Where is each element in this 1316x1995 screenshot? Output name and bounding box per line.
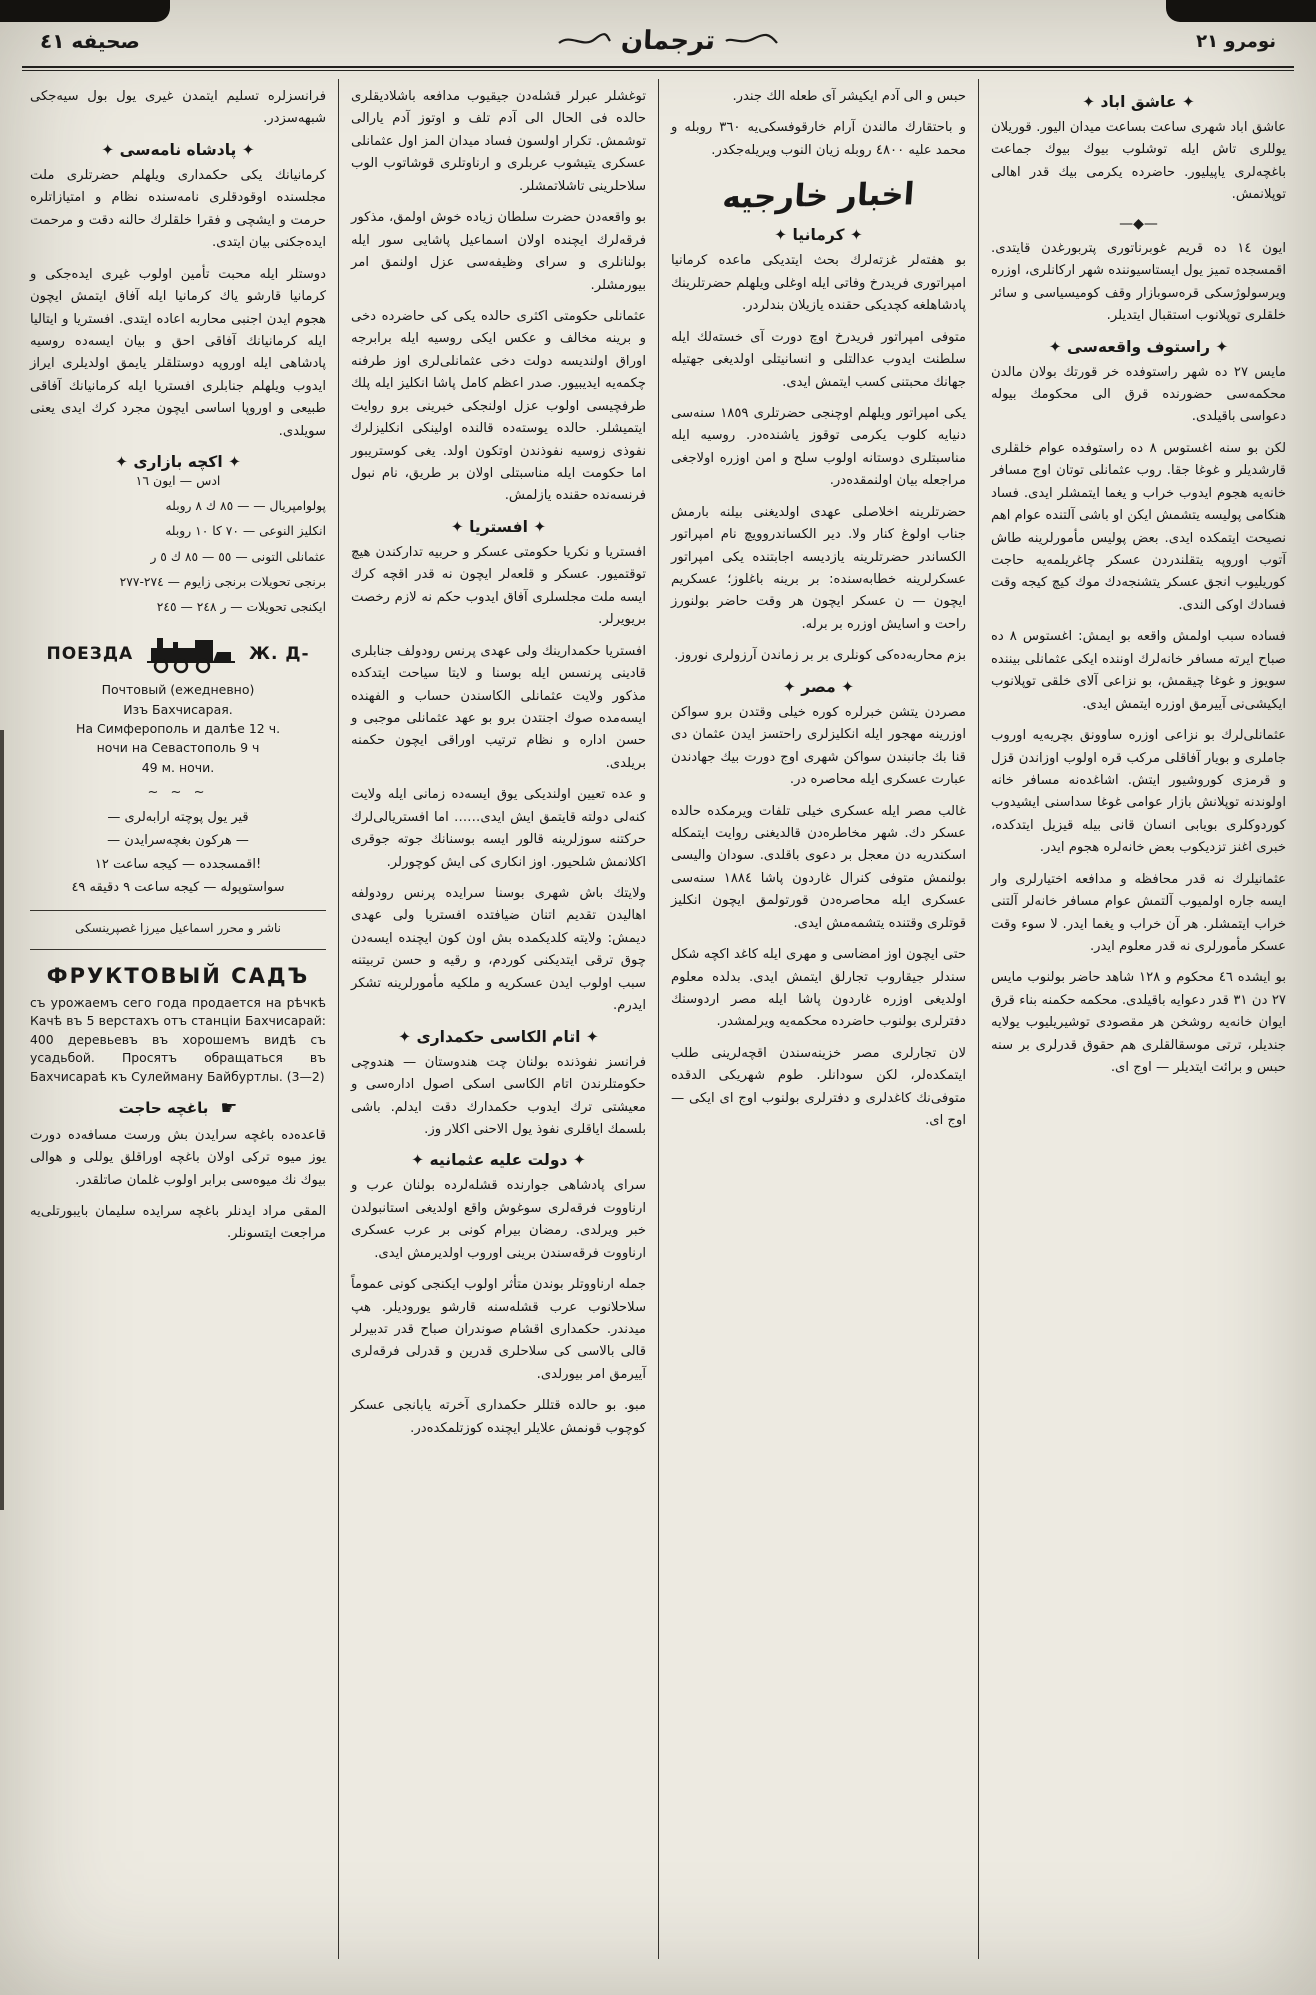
section-heading-germany: ✦ كرمانيا ✦ <box>774 226 863 245</box>
paragraph: المقى مراد ايدنلر باغچه سرايده سليمان بايبورتلى‌يه مراجعت ايتسونلر. <box>30 1203 326 1242</box>
issue-number: نومرو ٢١ <box>1196 30 1276 52</box>
price-row: عثمانلى التونى — ٥٥ — ٨٥ ك ٥ ر <box>150 549 326 564</box>
scan-artifact-left-edge <box>0 730 4 1510</box>
section-heading-money-market: ✦ اكچه بازارى ✦ <box>114 453 242 472</box>
paragraph: متوفى امپراتور فريدرخ اوچ دورت آى خسته‌لك ايله سلطنت ايدوب عدالتلى و انسانيتلى اولديغى جهتيله جهانك محبتنى كسب ايتمش ايدى. <box>671 329 966 390</box>
scan-artifact-top-right <box>1166 0 1316 22</box>
section-heading-egypt: ✦ مصر ✦ <box>782 677 855 696</box>
rail-schedule-ottoman <box>30 806 326 900</box>
money-market-subtitle: ادس — ايون ١٦ <box>135 473 221 489</box>
masthead-title: ترجمان <box>620 26 716 56</box>
paragraph: ايون ١٤ ده قريم غوبرناتورى پتربورغدن قايتدى. اقمسجده تميز يول ايستاسيوننده شهر اركانلرى، اوزره ويرسولوژسكى قره‌سوبازار وقف كوميسياسى و سائر خلقلرى توپلانوب استقبال ايتديلر. <box>991 240 1286 324</box>
price-row: برنجى تحويلات برنجى زايوم — ٢٧٤-٢٧٧ <box>119 574 326 589</box>
column-4 <box>18 79 338 1959</box>
rail-line: !اقمسجدده — كيجه ساعت ١٢ <box>94 856 262 872</box>
paragraph: مايس ٢٧ ده شهر راستوفده خر قورتك بولان مالدن محكمه‌سى حضورنده قرق الى محكومك بيوله دعواسى باقيلدى. <box>991 364 1286 425</box>
section-heading-annam: ✦ اتام الكاسى حكمدارى ✦ <box>398 1027 599 1046</box>
section-divider: —◆— <box>1119 215 1158 232</box>
paragraph: فرانسزلره تسليم ايتمدن غيرى يول بول سيه‌جكى شبهه‌سزدر. <box>30 89 326 127</box>
section-heading-foreign-news: اخبار خارجيه <box>721 176 916 216</box>
rail-schedule-header <box>30 634 326 674</box>
paragraph: يكى امپراتور ويلهلم اوچنجى حضرتلرى ١٨٥٩ سنه‌سى دنيايه كلوب يكرمى توقوز ياشنده‌در. روسيه ايله مناسبتلرى دوستانه اولوب سلح و امن اوزره اولاجغى مراجعله بيان اولنمقده‌در. <box>671 405 966 489</box>
pointing-hand-icon: ☛ <box>220 1096 238 1119</box>
rail-title-right: Ж. Д- <box>249 644 310 665</box>
rail-line: سواستوپوله — كيجه ساعت ٩ دقيقه ٤٩ <box>71 880 285 896</box>
publisher-line: ناشر و محرر اسماعيل ميرزا غصپرينسكى <box>30 910 326 935</box>
paragraph: و باحتقارك مالندن آرام خارقوفسكى‌يه ٣٦٠ روبله و محمد عليه ٤٨٠٠ روبله زيان النوب ويريله‌جكدر. <box>671 120 966 158</box>
classified-heading-label: باغچه حاجت <box>118 1098 209 1117</box>
paragraph: بو واقعه‌دن حضرت سلطان زياده خوش اولمق، مذكور فرقه‌لرك ايچنده اولان اسماعيل پاشايى سور ايله بولنانلرى و سراى وظيفه‌سى عزل اولنمق امر بيورمشلر. <box>351 210 646 293</box>
column-1 <box>978 79 1298 1959</box>
paragraph: توغشلر عبرلر قشله‌دن جيقيوب مدافعه باشلاديقلرى حالده فى الحال الى آدم تلف و اوتوز آدم يارالى توشمش. تكرار اولسون فساد ميدان المز اول عثمانلى عسكرى يتيشوب عربلرى و ارناوتلرى قوشاتوب الوب سلاحلرينى تاشلاتمشلر. <box>351 89 646 194</box>
paragraph: حبس و الى آدم ايكيشر آى طعله الك جندر. <box>732 89 966 104</box>
paragraph: حضرتلرينه اخلاصلى عهدى اولديغنى بيلنه بارمش جناب اولوغ كنار ولا. دير الكساندروويچ نام امپراتور الكساندر حضرتلرينه يازديسه اجابتنده يكى امپراتور عسكرلرينه خطابه‌سنده: بر برينه باغلوز؛ عسكريم ايچون — ن عسكر ايچون هر وقت حاضر بولنورز راحت و اسايش اوزره بر برله. <box>671 504 966 632</box>
paragraph: افستريا و نكريا حكومتى عسكر و حربيه تداركندن هيچ توقتميور. عسكر و قلعه‌لر ايچون نه قدر اقچه كرك ايسه ملت مجلسلرى آفاق ايدوب حكم نه لازم رخصت بريويرلر. <box>351 544 646 628</box>
paragraph: دوستلر ايله محبت تأمين اولوب غيرى ايده‌جكى و كرمانيا قارشو ياك كرمانيا ايله آفاق ايتمش ايچون هجوم ايدن اجنبى محاربه اعاده ايتدى. افستريا و ايتاليا ايله كرمانيانك آفاقى احق و بيان ايسه‌ده روسيه پادشاهى ايله اوروپه دوستلقلر يايمق اولديلرى ايراز ايدوب ويلهلم جنابلرى افستريا ايله كرمانيانك آفاقى طبيعى و اوروپا اساسى ايچون مجرد كرك ايدى يعنى سويلدى. <box>30 266 326 439</box>
paragraph: عثمانلى حكومتى اكثرى حالده يكى كى حاضرده دخى و برينه مخالف و عكس ايكى روسيه ايله برابرجه اوراق اولنديسه دولت دخى عثمانلى‌لرى اوز طرفنه چكمه‌يه ايديبيور. صدر اعظم كامل پاشا انكليز ايله پلك طرفچيسى اولوب عزل اولنجكى خبرينى برو روايت ايتميشلر. حالده يوسته‌ده قالنده اولينكى انكليزلرك نفوذى زوسيه نفوذندن اوتكون اولد. يغى كوستريبور اما حكومت ايله مناسبتلى اولان بر طريق، نام نبول فرنسه‌نده حقنده يازلمش. <box>351 308 646 504</box>
paragraph: غالب مصر ايله عسكرى خيلى تلفات ويرمكده حالده عسكر دك. شهر مخاطره‌دن قالديغنى روايت ايتمكله اسكندريه دن معجل بر دعوى باقلدى. سودان واليسى بولنمش متوفى كنرال غاردون پاشا ١٨٨٤ سنه‌سى عسكرى ايله محاصره‌دن قورتولمق ايچون انكليز قوتلرى وقتنده يتشمه‌مش ايدى. <box>671 803 966 931</box>
rail-line: ночи на Севастополь 9 ч <box>96 740 260 756</box>
small-divider: ~ ~ ~ <box>147 785 209 801</box>
column-2 <box>658 79 978 1959</box>
paragraph: حتى ايچون اوز امضاسى و مهرى ايله كاغد اكچه شكل سندلر جيقاروب تجارلق ايتمش ايدى. بدلده معلوم اولديغى اوزره غاردون پاشا ايله مصر اردوسنك دفترلرى بولنوب حاضرده محكمه‌يه ويرلمشدر. <box>671 947 966 1030</box>
paragraph: بو ايشده ٤٦ محكوم و ١٢٨ شاهد حاضر بولنوب مايس ٢٧ دن ٣١ قدر دعوايه باقيلدى. محكمه حكمنه بناء قرق ايوان خانه‌يه روشخن هر مقصودى توشيريليوب يولايه جنديلر، ترتى موسقالقلرى هم حقوق قدرلرى بر سنه حبس و برائت ايتديلر — اوج اى. <box>991 970 1286 1076</box>
rail-line: 49 м. ночи. <box>141 759 215 775</box>
masthead-flourish-right <box>725 31 779 51</box>
rail-title-left: ПОЕЗДА <box>46 644 134 665</box>
ad-body: съ урожаемъ сего года продается на рѣчкѣ Качѣ въ 5 верстахъ отъ станціи Бахчисарай: 400 деревьевъ въ хорошемъ видѣ съ усадьбой. Просятъ обращаться въ Бахчисараѣ къ Сулейману Байбуртлы. (3—2) <box>30 994 326 1085</box>
paragraph: لكن بو سنه اغستوس ٨ ده راستوفده عوام خلقلرى قارشديلر و غوغا جقا. روب عثمانلى توتان اوج مسافر خانه‌يه هجوم ايدوب خراب و يغما ايتمشلر ايدى. فساد هنكامى پوليسه يتشمش ايكن او باشى آلتنده عوام اهم نصيحت ايتمكده ايدى. بعض پوليس مأمورلرينه طاش آتوب اوروپه يتقلندردن عسكر چاغريلمه‌يه حاجت كوريليوب انجق عسكر يتشنجه‌دك موك كيچ كيجه وقت فسادك اوكى الندى. <box>991 440 1286 613</box>
paragraph: بزم محاربه‌ده‌كى كونلرى بر بر زماندن آرزولرى نوروز. <box>674 648 966 664</box>
page-header <box>0 0 1316 62</box>
header-rules <box>22 66 1294 71</box>
section-heading-royal-letter: ✦ پادشاه نامه‌سى ✦ <box>101 140 255 159</box>
paragraph: مبو. بو حالده قتللر حكمدارى آخرته يابانجى عسكر كوچوب قونمش علايلر ايچنده كوزتلمكده‌در. <box>351 1398 646 1436</box>
section-heading-austria: ✦ افستريا ✦ <box>450 517 547 536</box>
paragraph: سراى پادشاهى جوارنده قشله‌لرده بولنان عرب و ارناووت فرقه‌لرى سوغوش واقع اولديغى استانبولدن خبر ويرلدى. رمضان بيرام كونى بر عرب عسكرى ارناووت فرقه‌سندن برينى اوروب اولديرمش ايدى. <box>351 1178 646 1261</box>
rail-schedule-russian <box>30 680 326 777</box>
paragraph: قاعده‌ده باغچه سرايدن بش ورست مسافه‌ده دورت يوز ميوه تركى اولان باغچه اوراقلق يوللى و هوالى بيوك نك ميوه‌سى برابر اولوب غلمان صاتلقدر. <box>30 1127 326 1188</box>
section-heading-rostov: ✦ راستوف واقعه‌سى ✦ <box>1048 337 1229 356</box>
ad-title-fruit-garden: ФРУКТОВЫЙ САДЪ <box>30 949 326 988</box>
rail-line: На Симферополь и далѣе 12 ч. <box>75 720 281 736</box>
column-3 <box>338 79 658 1959</box>
paragraph: فرانسز نفوذنده بولنان چت هندوستان — هندوچى حكومتلرندن اتام الكاسى اسكى اصول اداره‌سى و معيشتى ترك ايدوب حكمدارك دقت ايدلم. باشى بلسمك اياقلرى نفوذ يول الاحنى اكلار وز. <box>351 1054 646 1137</box>
paragraph: كرمانيانك يكى حكمدارى ويلهلم حضرتلرى ملت مجلسنده اوقودقلرى نامه‌سنده نظام و امتيازاتلره حرمت و ايشچى و فقرا خلقلرك حالنه دقت و مرحمت ايده‌جكنى بيان ايتدى. <box>30 167 326 251</box>
scan-artifact-top-left <box>0 0 170 22</box>
paragraph: مصردن يتشن خبرلره كوره خيلى وقتدن برو سواكن اوزرينه مهجور ايله انكليزلرى راحتسز ايدن عثمان دى قنا بك جانبندن سواكن شهرى اوج دورت بيك جهادندن عبارت عسكرى ايله محاصره در. <box>671 704 966 788</box>
paragraph: عثمانلى‌لرك بو نزاعى اوزره ساوونق بچريه‌يه اوروب جاملرى و بويار آفاقلى مركب قره اولوب اوزاندن قزل و قرمزى كوروشيور ايتش. اشاغده‌نه مسافر خانه اولوندنه توپلانش بازار عوامى غوغا سداسنى ايشيدوب كوردوكلرى بويابى انسان قانى بيله قيزيل ايتدكده، خبرى اغنز تزديكوب بعض خانه‌لره هجوم ايدر. <box>991 728 1286 856</box>
column-grid <box>18 79 1298 1959</box>
price-row: پولوامپريال — — ٨٥ ك ٨ روبله <box>165 499 326 514</box>
paragraph: عثمانيلرك نه قدر محافظه و مدافعه اختيارلرى وار ايسه جاره اولميوب آلتمش عوام مسافر خانه‌لر آلتنى خراب ايتمشلر. هر آن خراب و يغما ايدر. لا سوء وقت عسكر مأمورلرى نه قدر معلوم ايدر. <box>991 871 1286 954</box>
masthead-flourish-left <box>557 31 611 51</box>
paragraph: و عده تعيين اولنديكى يوق ايسه‌ده زمانى ايله ولايت كنه‌لى دولته قايتمق ايش ايدى…… اما افستريالى‌لرك حركتنه سوزلرينه قالور ايسه بوسنانك جوته جوقرى اكلانمش شلحيور. اوز انكارى كى ايش كوچورلر. <box>351 787 646 870</box>
rail-line: Почтовый (ежедневно) <box>101 682 255 698</box>
paragraph: فساده سبب اولمش واقعه بو ايمش: اغستوس ٨ ده صباح ايرته مسافر خانه‌لرك اوننده ايكى عثمانلى بيننده سويوز و غوغا چيقمش، بو نزاعى آلاى خلقى توپلانوب ايكيشى‌نى آييرمق اوزره ايتمش ايدى. <box>991 629 1286 712</box>
locomotive-icon <box>143 634 239 674</box>
rail-line: قير يول پوچته ارابه‌لرى — <box>107 810 249 826</box>
section-heading-ashkabad: ✦ عاشق اباد ✦ <box>1082 93 1195 111</box>
classified-heading <box>30 1097 326 1119</box>
paragraph: جمله ارناووتلر بوندن متأثر اولوب ايكنجى كونى عموماً سلاحلانوب عرب قشله‌سنه قارشو يوروديلر. هپ ميدندر. حكمدارى اقشام صوندران صباح قدر تدبيرلر قالى بالاسى كى سلاحلرى قدرين و قدرلى فرقه‌لرى آييرمق امر بيورلدى. <box>351 1277 646 1382</box>
price-row: انكليز النوعى — ٧٠ كا ١٠ روبله <box>165 524 326 539</box>
masthead <box>557 26 779 56</box>
paragraph: عاشق اباد شهرى ساعت بساعت ميدان اليور. قوريلان يوللرى تاش ايله توشلوب بيوك بيوك جماعت باغچه‌لرى ياپيليور. حاضرده يكرمى بيك قدر اهالى توپلانمش. <box>991 120 1286 203</box>
page-number: صحيفه ٤١ <box>40 29 140 53</box>
paragraph: لان تجارلرى مصر خزينه‌سندن اقچه‌لرينى طلب ايتمكده‌لر، لكن سودانلر. طوم شهريكى الدقده متوفى‌نك كاغدلرى و دفترلرى بولنوب اوج اى ايكى — اوج اى. <box>671 1045 966 1129</box>
paragraph: افستريا حكمدارينك ولى عهدى پرنس رودولف جنابلرى قادينى پرنسس ايله بوسنا و لايتا سياحت ايتدكده مذكور ولايت عثمانلى الكاسندن حساب و الفهنده ايسه‌مده صوك اجنتدن برو بو عهد عثمانلى موجبى و حسن اداره و نظام ترتيب اوراقى ايچون حكمنه بريلدى. <box>351 643 646 771</box>
section-heading-ottoman-state: ✦ دولت عليه عثمانيه ✦ <box>411 1151 586 1170</box>
paragraph: ولايتك باش شهرى بوسنا سرايده پرنس رودولفه اهاليدن تقديم اتنان ضيافتده افستريا ولى عهدى ديمش: ولايته كلديكمده بش اون كون ايچنده ايسه‌دن چوق ترقى ايتديكنى كوردم، و رقيه و حسن تربيتنه سبب اولوب ايدن عسكريه و ملكيه مأمورلرينه تشكر ايدرم. <box>351 886 646 1014</box>
rail-line: Изъ Бахчисарая. <box>123 701 233 717</box>
price-row: ايكنجى تحويلات — ر ٢٤٨ — ٢٤٥ <box>156 599 326 614</box>
paragraph: بو هفته‌لر غزته‌لرك بحث ايتديكى ماعده كرمانيا امپراتورى فريدرخ وفاتى ايله اوغلى ويلهلم حضرتلرينك پادشاهلغه كچديكى حقنده يازيلان بندلردر. <box>671 253 966 314</box>
rail-line: — هركون بغچه‌سرايدن — <box>107 833 249 849</box>
